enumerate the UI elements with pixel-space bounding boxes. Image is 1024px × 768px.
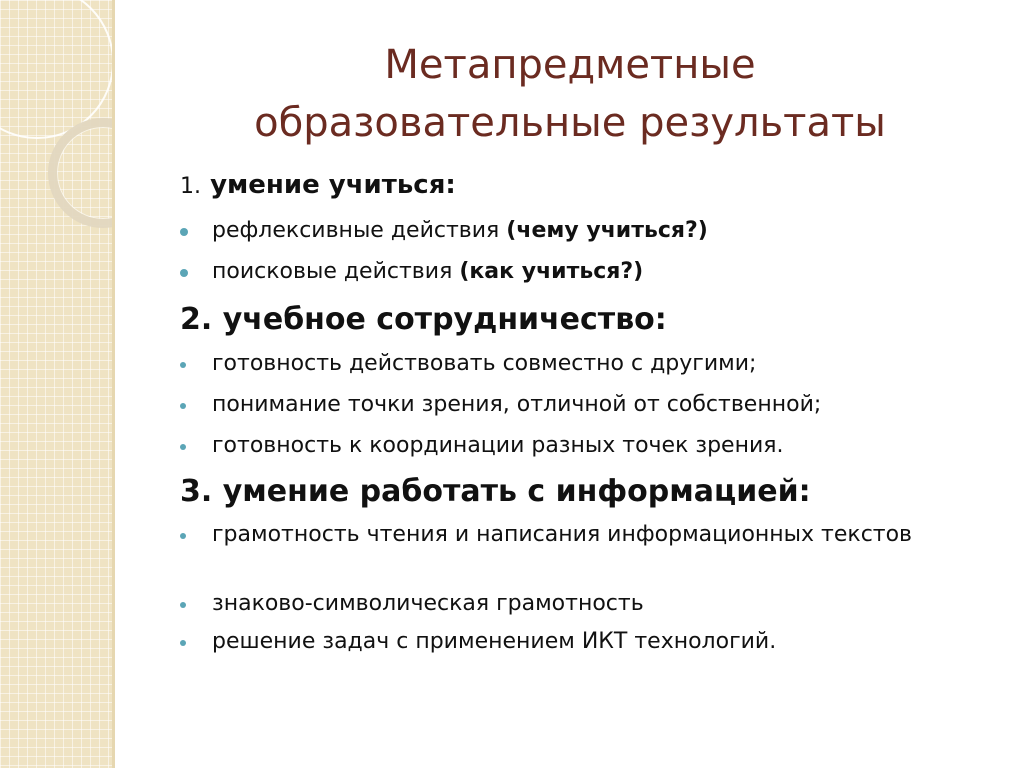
- bullet-icon: [180, 228, 188, 236]
- item-text: рефлексивные действия: [212, 218, 500, 243]
- list-item-text: [212, 257, 643, 287]
- list-item-text: знаково-символическая грамотность: [212, 591, 644, 616]
- list-item-text: готовность к координации разных точек зрения.: [212, 433, 784, 458]
- decorative-side-panel: [0, 0, 112, 768]
- bullet-icon: [180, 269, 188, 277]
- section-heading: 3. умение работать с информацией:: [180, 474, 811, 509]
- item-text: поисковые действия: [212, 259, 453, 284]
- bullet-icon: [180, 403, 186, 409]
- list-item-text: готовность действовать совместно с другими;: [212, 351, 757, 376]
- section-heading: [180, 167, 456, 205]
- slide-title-line: Метапредметные: [384, 42, 756, 88]
- bullet-icon: [180, 640, 186, 646]
- section-heading: 2. учебное сотрудничество:: [180, 302, 667, 337]
- side-panel-edge: [112, 0, 115, 768]
- slide-title-line: образовательные результаты: [254, 100, 886, 146]
- item-bold-text: (как учиться?): [459, 259, 644, 284]
- bullet-icon: [180, 444, 186, 450]
- section-heading-text: умение учиться:: [210, 170, 456, 200]
- list-item-text: решение задач с применением ИКТ технологий.: [212, 629, 777, 654]
- bullet-icon: [180, 362, 186, 368]
- bullet-icon: [180, 602, 186, 608]
- bullet-icon: [180, 533, 186, 539]
- list-item-text: грамотность чтения и написания информационных текстов: [212, 522, 913, 547]
- item-bold-text: (чему учиться?): [506, 218, 708, 243]
- list-item-text: [212, 216, 708, 246]
- slide-body: [180, 0, 1000, 768]
- section-number: 1.: [180, 174, 201, 199]
- list-item-text: понимание точки зрения, отличной от собственной;: [212, 392, 822, 417]
